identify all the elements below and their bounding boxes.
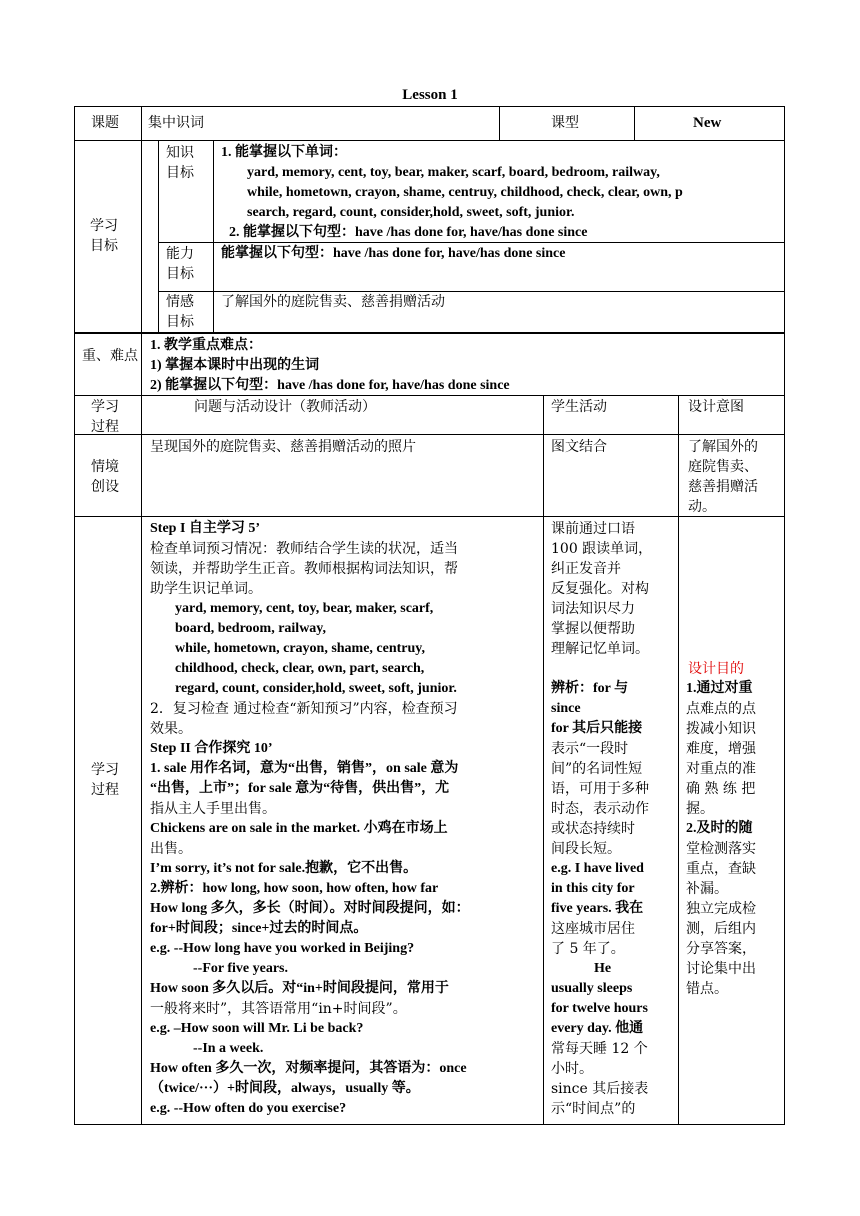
knowledge-goal-label: 知识目标 [166,145,194,181]
column-header-student: 学生活动 [551,399,607,415]
key-points-label: 重、难点 [82,348,138,364]
lesson-type-value: New [693,115,722,131]
topic-value: 集中识词 [148,115,204,131]
lesson-type-label: 课型 [551,115,579,131]
page-title: Lesson 1 [402,87,458,103]
scenario-student: 图文结合 [551,439,607,455]
column-header-activity: 问题与活动设计（教师活动） [194,399,376,415]
ability-goal-text: 能掌握以下句型：have /has done for, have/has done since [221,246,566,261]
scenario-label: 情境创设 [91,459,119,495]
scenario-activity: 呈现国外的庭院售卖、慈善捐赠活动的照片 [150,439,416,455]
column-header-intent: 设计意图 [688,399,744,415]
intent-heading: 设计目的 [688,661,744,677]
process-label: 学习过程 [91,762,119,798]
ability-goal-label: 能力目标 [166,246,194,282]
emotion-goal-text: 了解国外的庭院售卖、慈善捐赠活动 [221,294,445,310]
goals-label: 学习目标 [90,218,118,254]
process-header-label: 学习过程 [91,399,119,435]
topic-label: 课题 [91,115,119,131]
emotion-goal-label: 情感目标 [166,294,194,330]
